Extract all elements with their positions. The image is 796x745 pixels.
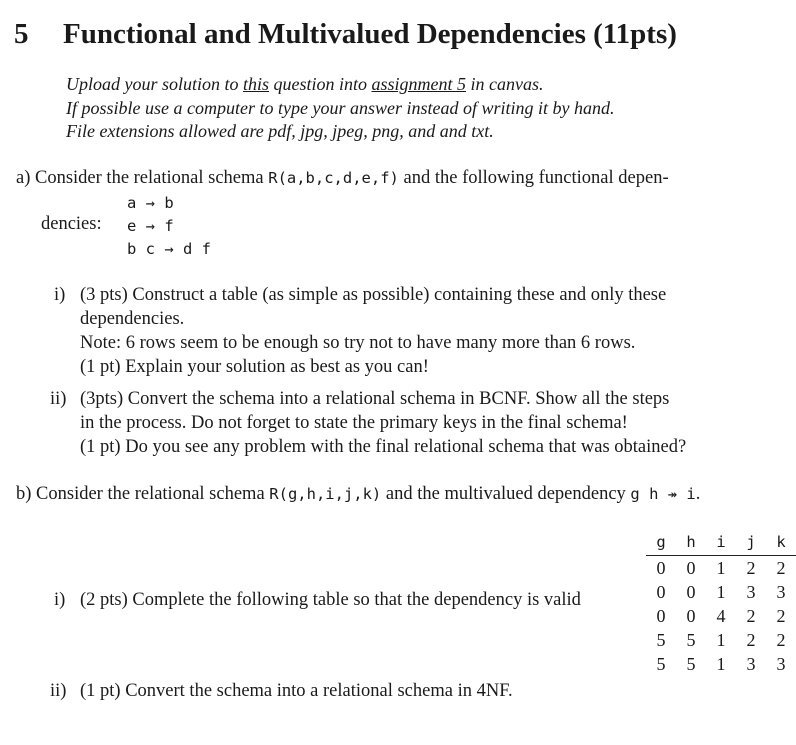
instruction-line-1 [66, 74, 544, 95]
table-header-row [646, 531, 796, 556]
instruction-line-3: File extensions allowed are pdf, jpg, jpeg, png, and and txt. [66, 121, 494, 141]
table-row [646, 604, 796, 628]
instruction-text: Upload your solution to [66, 74, 244, 94]
column-header-j: j [736, 531, 766, 556]
table-cell: 0 [686, 557, 696, 578]
table-cell: 1 [716, 629, 726, 650]
table-body [646, 556, 796, 677]
instruction-text: question into [269, 74, 372, 94]
table-cell: 3 [776, 653, 786, 674]
table-row [646, 580, 796, 604]
part-b-mvd: g h ↠ i [630, 485, 696, 503]
table-cell: 5 [656, 629, 666, 650]
part-a-i-label: i) [54, 285, 66, 305]
column-header-k: k [766, 531, 796, 556]
part-b-text-after: and the multivalued dependency [381, 484, 631, 504]
part-a-i-line-4: (1 pt) Explain your solution as best as you can! [80, 357, 429, 377]
assignment-link[interactable]: assignment 5 [371, 74, 467, 94]
part-a-ii-line-2: in the process. Do not forget to state the primary keys in the final schema! [80, 413, 628, 433]
column-header-h: h [676, 531, 706, 556]
part-b-period: . [695, 484, 701, 504]
table-cell: 2 [746, 605, 756, 626]
table-cell: 2 [776, 605, 786, 626]
part-a-ii-label: ii) [50, 389, 67, 409]
table-cell: 5 [686, 629, 696, 650]
section-number: 5 [14, 18, 29, 50]
this-link[interactable]: this [243, 74, 270, 94]
part-b-schema: R(g,h,i,j,k) [269, 485, 382, 503]
table-cell: 1 [716, 653, 726, 674]
part-a-label: a) [16, 168, 31, 188]
part-a-ii-line-3: (1 pt) Do you see any problem with the final relational schema that was obtained? [80, 437, 687, 457]
part-a-i-line-2: dependencies. [80, 309, 185, 329]
part-a-intro-cont: dencies: [41, 214, 102, 234]
table-cell: 3 [746, 581, 756, 602]
table-cell: 5 [656, 653, 666, 674]
table-cell: 4 [716, 605, 726, 626]
table-row [646, 556, 796, 581]
part-a-intro [16, 168, 669, 189]
part-a-schema: R(a,b,c,d,e,f) [268, 169, 399, 187]
table-cell: 2 [776, 629, 786, 650]
table-cell: 0 [686, 581, 696, 602]
part-b-intro [16, 484, 700, 505]
part-a-i-line-3: Note: 6 rows seem to be enough so try not to have many more than 6 rows. [80, 333, 636, 353]
table-cell: 1 [716, 581, 726, 602]
part-b-label: b) [16, 484, 32, 504]
part-a-text: Consider the relational schema [35, 168, 269, 188]
table-cell: 0 [656, 581, 666, 602]
dependency-2: e → f [127, 217, 174, 235]
part-a-i-line-1: (3 pts) Construct a table (as simple as possible) containing these and only these [80, 285, 667, 305]
dependency-3: b c → d f [127, 240, 211, 258]
instruction-line-2: If possible use a computer to type your answer instead of writing it by hand. [66, 98, 615, 118]
part-a-text-after: and the following functional depen- [398, 168, 669, 188]
table-row [646, 652, 796, 676]
dependency-1: a → b [127, 194, 174, 212]
table-cell: 5 [686, 653, 696, 674]
column-header-i: i [706, 531, 736, 556]
instruction-text: in canvas. [466, 74, 544, 94]
part-b-ii-text: (1 pt) Convert the schema into a relational schema in 4NF. [80, 681, 513, 701]
table-row [646, 628, 796, 652]
column-header-g: g [646, 531, 676, 556]
part-b-i-text: (2 pts) Complete the following table so that the dependency is valid [80, 590, 581, 610]
table-cell: 2 [776, 557, 786, 578]
table-cell: 2 [746, 629, 756, 650]
table-cell: 3 [746, 653, 756, 674]
part-b-text: Consider the relational schema [36, 484, 270, 504]
table-cell: 0 [686, 605, 696, 626]
table-cell: 3 [776, 581, 786, 602]
part-b-i-label: i) [54, 590, 66, 610]
table-cell: 0 [656, 605, 666, 626]
table-cell: 1 [716, 557, 726, 578]
part-a-ii-line-1: (3pts) Convert the schema into a relational schema in BCNF. Show all the steps [80, 389, 670, 409]
part-b-ii-label: ii) [50, 681, 67, 701]
table-cell: 0 [656, 557, 666, 578]
mvd-table [646, 531, 796, 676]
table-cell: 2 [746, 557, 756, 578]
dependency-list [127, 194, 247, 264]
section-title: Functional and Multivalued Dependencies (11pts) [63, 18, 677, 50]
